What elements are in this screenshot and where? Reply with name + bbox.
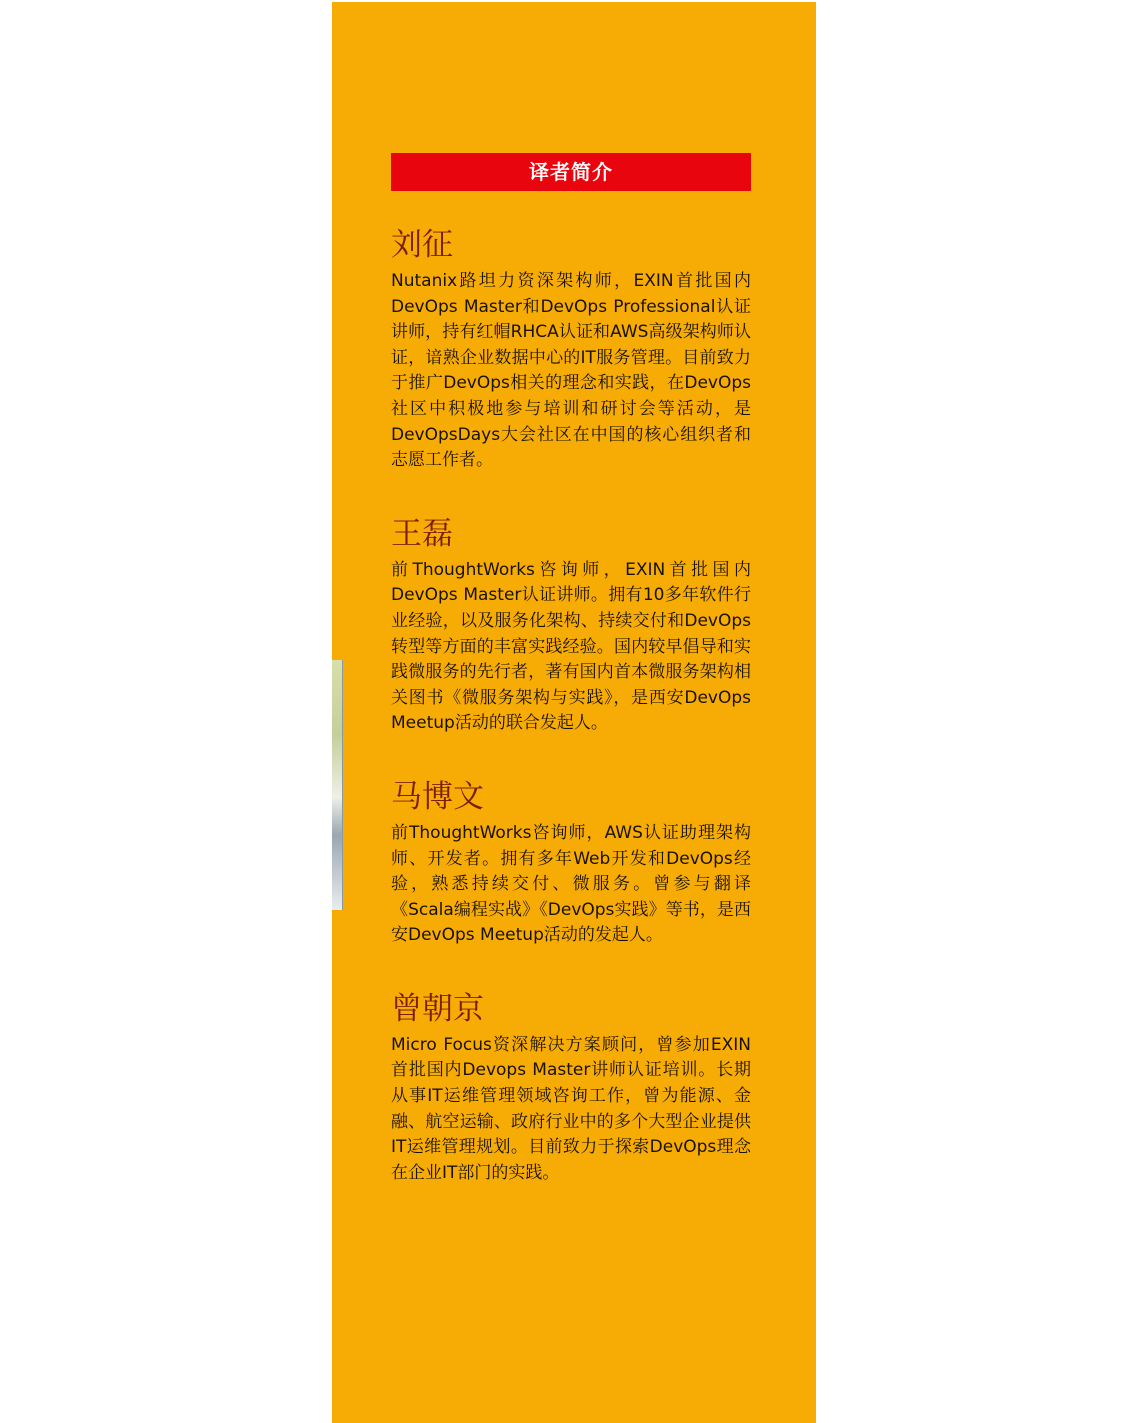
section-banner-title: 译者简介 (391, 153, 751, 191)
scan-edge-artifact (332, 660, 343, 910)
translators-section (391, 153, 751, 1186)
translator-name: 曾朝京 (391, 990, 484, 1027)
translator-entry (391, 989, 751, 1187)
translator-name: 马博文 (391, 778, 484, 815)
translator-bio: 前ThoughtWorks咨询师，EXIN首批国内DevOps Master认证讲师。拥有10多年软件行业经验，以及服务化架构、持续交付和DevOps转型等方面的丰富实践经验。国内较早倡导和实践微服务的先行者，著有国内首本微服务架构相关图书《微服务架构与实践》，是西安DevOps Meetup活动的联合发起人。 (391, 559, 751, 734)
translator-name: 刘征 (391, 227, 453, 263)
translator-entry (391, 225, 751, 474)
translator-entry (391, 514, 751, 737)
translator-name: 王磊 (391, 515, 453, 552)
translator-bio: Nutanix路坦力资深架构师，EXIN首批国内DevOps Master和DevOps Professional认证讲师，持有红帽RHCA认证和AWS高级架构师认证，谙熟企业数据中心的IT服务管理。目前致力于推广DevOps相关的理念和实践，在DevOps社区中积极地参与培训和研讨会等活动，是DevOpsDays大会社区在中国的核心组织者和志愿工作者。 (391, 271, 751, 471)
translator-entry (391, 777, 751, 949)
translator-bio: Micro Focus资深解决方案顾问，曾参加EXIN首批国内Devops Master讲师认证培训。长期从事IT运维管理领域咨询工作，曾为能源、金融、航空运输、政府行业中的多个大型企业提供IT运维管理规划。目前致力于探索DevOps理念在企业IT部门的实践。 (391, 1034, 751, 1183)
translator-bio: 前ThoughtWorks咨询师，AWS认证助理架构师、开发者。拥有多年Web开发和DevOps经验，熟悉持续交付、微服务。曾参与翻译《Scala编程实战》《DevOps实践》等书，是西安DevOps Meetup活动的发起人。 (391, 822, 751, 946)
